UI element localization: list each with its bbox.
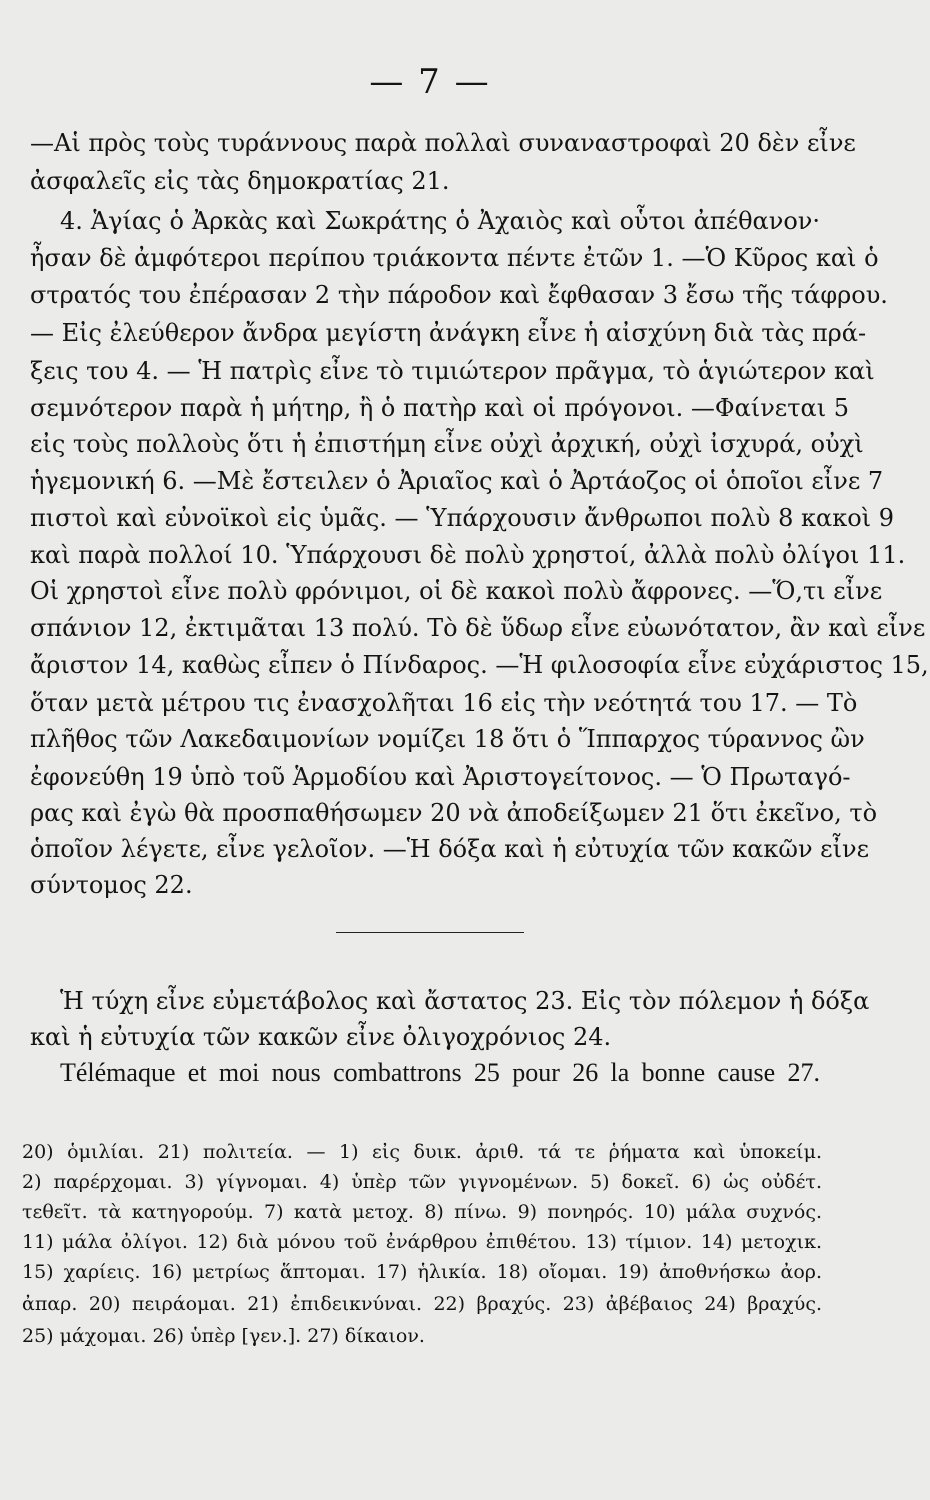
section-divider [336, 932, 524, 933]
text-line-10: ἡγεμονική 6. —Μὲ ἔστειλεν ὁ Ἀριαῖος καὶ ὁ Ἀρτάοζος οἱ ὁποῖοι εἶνε 7 [30, 467, 884, 495]
text-line-4: ἦσαν δὲ ἀμφότεροι περίπου τριάκοντα πέντε ἐτῶν 1. —Ὁ Κῦρος καὶ ὁ [30, 244, 879, 272]
page-number: — 7 — [369, 62, 491, 102]
text-line-20: ὁποῖον λέγετε, εἶνε γελοῖον. —Ἡ δόξα καὶ ἡ εὐτυχία τῶν κακῶν εἶνε [30, 835, 870, 863]
footnote-line-1: 20) ὁμιλίαι. 21) πολιτεία. — 1) εἰς δυικ. ἀριθ. τά τε ῥήματα καὶ ὑποκείμ. [22, 1141, 822, 1163]
footnote-line-2: 2) παρέρχομαι. 3) γίγνομαι. 4) ὑπὲρ τῶν γιγνομένων. 5) δοκεῖ. 6) ὡς οὐδέτ. [22, 1171, 822, 1193]
text-line-11: πιστοὶ καὶ εὐνοϊκοὶ εἰς ὑμᾶς. — Ὑπάρχουσιν ἄνθρωποι πολὺ 8 κακοὶ 9 [30, 504, 894, 532]
exercise-line-1: Ἡ τύχη εἶνε εὐμετάβολος καὶ ἄστατος 23. Εἰς τὸν πόλεμον ἡ δόξα [60, 987, 870, 1015]
text-line-3: 4. Ἁγίας ὁ Ἀρκὰς καὶ Σωκράτης ὁ Ἀχαιὸς καὶ οὗτοι ἀπέθανον· [60, 207, 820, 235]
text-line-16: ὅταν μετὰ μέτρου τις ἐνασχολῆται 16 εἰς τὴν νεότητά του 17. — Τὸ [30, 689, 858, 717]
footnote-line-5: 15) χαρίεις. 16) μετρίως ἅπτομαι. 17) ἡλικία. 18) οἴομαι. 19) ἀποθνήσκω ἀορ. [22, 1261, 822, 1283]
text-line-14: σπάνιον 12, ἐκτιμᾶται 13 πολύ. Τὸ δὲ ὕδωρ εἶνε εὐωνότατον, ἂν καὶ εἶνε [30, 614, 926, 642]
exercise-line-2: καὶ ἡ εὐτυχία τῶν κακῶν εἶνε ὀλιγοχρόνιος 24. [30, 1023, 612, 1051]
footnote-line-7: 25) μάχομαι. 26) ὑπὲρ [γεν.]. 27) δίκαιον. [22, 1325, 425, 1347]
text-line-5: στρατός του ἐπέρασαν 2 τὴν πάροδον καὶ ἔφθασαν 3 ἔσω τῆς τάφρου. [30, 281, 888, 309]
exercise-line-3: Télémaque et moi nous combattrons 25 pour 26 la bonne cause 27. [60, 1058, 820, 1087]
text-line-17: πλῆθος τῶν Λακεδαιμονίων νομίζει 18 ὅτι ὁ Ἵππαρχος τύραννος ὢν [30, 725, 865, 753]
text-line-9: εἰς τοὺς πολλοὺς ὅτι ἡ ἐπιστήμη εἶνε οὐχὶ ἀρχική, οὐχὶ ἰσχυρά, οὐχὶ [30, 430, 864, 458]
footnote-line-6: ἀπαρ. 20) πειράομαι. 21) ἐπιδεικνύναι. 22) βραχύς. 23) ἀβέβαιος 24) βραχύς. [22, 1293, 822, 1315]
text-line-15: ἄριστον 14, καθὼς εἶπεν ὁ Πίνδαρος. —Ἡ φιλοσοφία εἶνε εὐχάριστος 15, [30, 651, 929, 679]
text-line-8: σεμνότερον παρὰ ἡ μήτηρ, ἢ ὁ πατὴρ καὶ οἱ πρόγονοι. —Φαίνεται 5 [30, 394, 850, 422]
text-line-1: —Αἱ πρὸς τοὺς τυράννους παρὰ πολλαὶ συναναστροφαὶ 20 δὲν εἶνε [30, 129, 856, 157]
text-line-7: ξεις του 4. — Ἡ πατρὶς εἶνε τὸ τιμιώτερον πρᾶγμα, τὸ ἁγιώτερον καὶ [30, 357, 875, 385]
footnote-line-4: 11) μάλα ὀλίγοι. 12) διὰ μόνου τοῦ ἐνάρθρου ἐπιθέτου. 13) τίμιον. 14) μετοχικ. [22, 1231, 822, 1253]
text-line-6: — Εἰς ἐλεύθερον ἄνδρα μεγίστη ἀνάγκη εἶνε ἡ αἰσχύνη διὰ τὰς πρά- [30, 319, 867, 347]
footnote-line-3: τεθεῖτ. τὰ κατηγορούμ. 7) κατὰ μετοχ. 8) πίνω. 9) πονηρός. 10) μάλα συχνός. [22, 1201, 822, 1223]
text-line-2: ἀσφαλεῖς εἰς τὰς δημοκρατίας 21. [30, 167, 450, 195]
text-line-21: σύντομος 22. [30, 871, 193, 899]
text-line-12: καὶ παρὰ πολλοί 10. Ὑπάρχουσι δὲ πολὺ χρηστοί, ἀλλὰ πολὺ ὀλίγοι 11. [30, 541, 906, 569]
text-line-13: Οἱ χρηστοὶ εἶνε πολὺ φρόνιμοι, οἱ δὲ κακοὶ πολὺ ἄφρονες. —Ὅ,τι εἶνε [30, 577, 883, 605]
text-line-18: ἐφονεύθη 19 ὑπὸ τοῦ Ἁρμοδίου καὶ Ἀριστογείτονος. — Ὁ Πρωταγό- [30, 763, 851, 791]
text-line-19: ρας καὶ ἐγὼ θὰ προσπαθήσωμεν 20 νὰ ἀποδείξωμεν 21 ὅτι ἐκεῖνο, τὸ [30, 799, 878, 827]
